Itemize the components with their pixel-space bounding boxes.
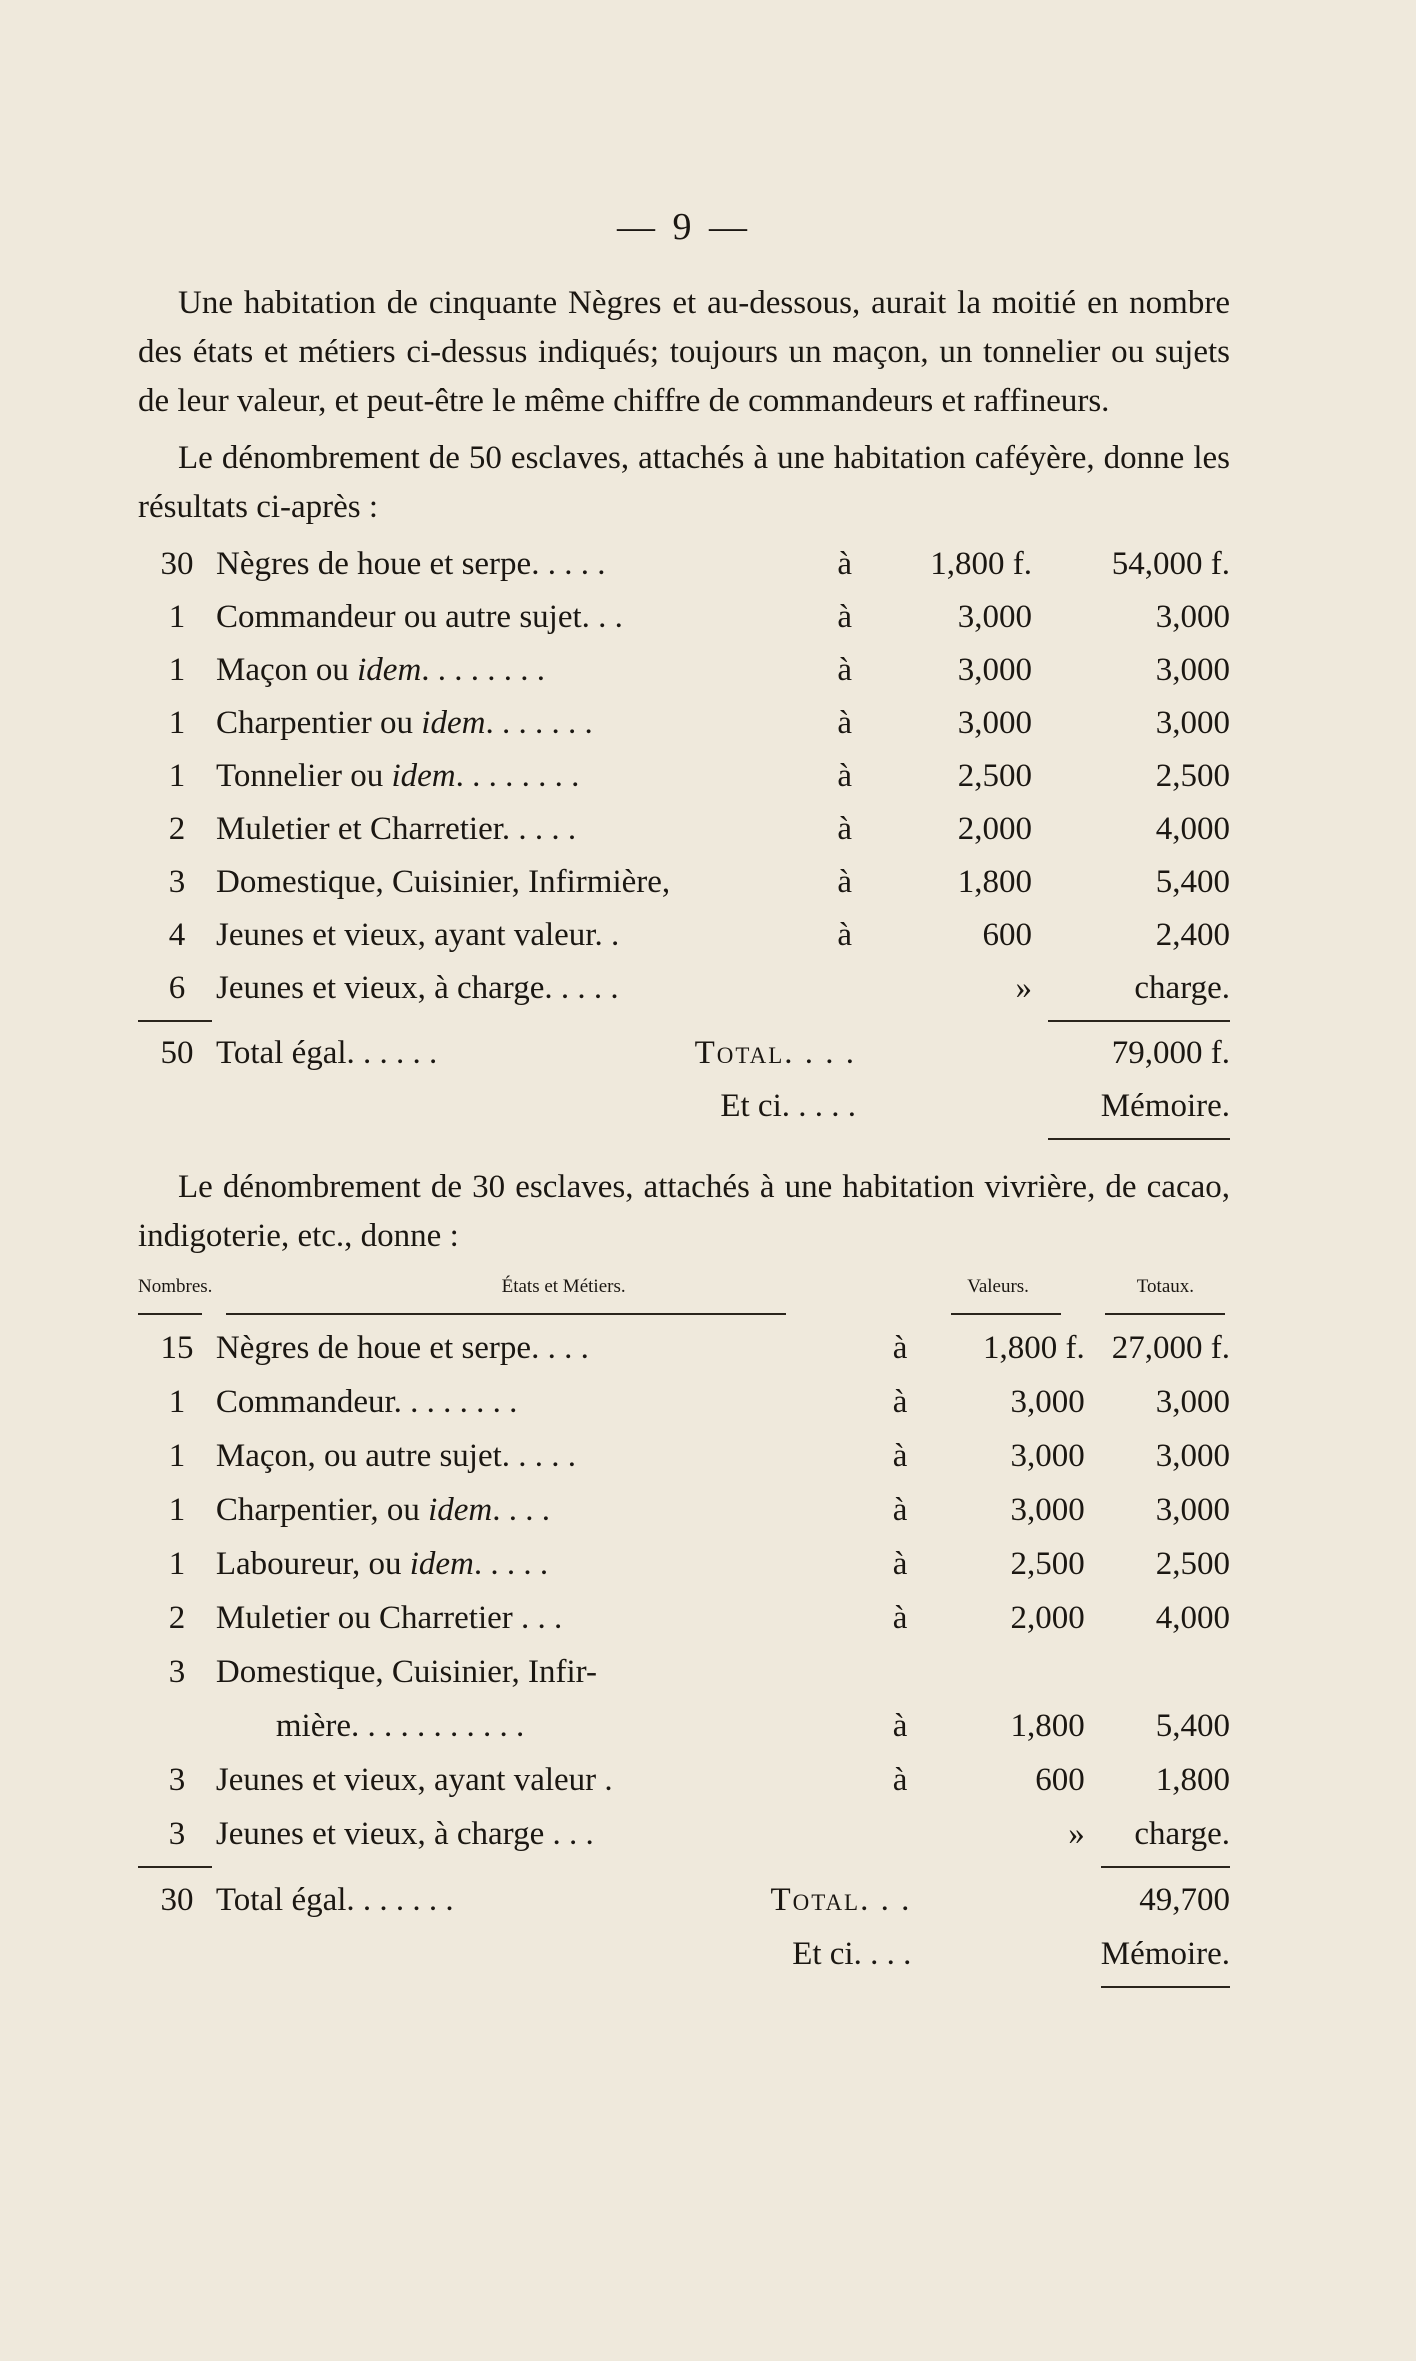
row-label-dots: . . . . . . . . <box>455 758 580 794</box>
row-count: 4 <box>168 917 186 953</box>
row-total-value: 3,000 <box>1155 599 1230 635</box>
total-empty <box>911 1873 1100 1927</box>
header-num: Nombres. <box>138 1276 213 1297</box>
row-total-value: 2,500 <box>1155 1545 1230 1582</box>
row-unit-value: 3,000 <box>1010 1383 1085 1420</box>
row-label <box>216 1807 911 1861</box>
etc-value: Mémoire. <box>1100 1935 1230 1972</box>
header-label: États et Métiers. <box>501 1276 626 1297</box>
row-label-text: Commandeur ou autre sujet. . . <box>216 599 623 635</box>
row-label <box>216 697 856 750</box>
row-unit-value: 1,800 <box>1010 1707 1085 1744</box>
row-unit-value: 1,800 f. <box>930 546 1032 582</box>
row-count: 2 <box>168 811 186 847</box>
table-row <box>138 856 1230 909</box>
row-label-text: Maçon ou <box>216 652 358 688</box>
row-label-dots: . . . . <box>492 1491 550 1528</box>
row-unit-value: 3,000 <box>1010 1437 1085 1474</box>
total-row <box>138 1873 1230 1927</box>
etc-label <box>216 1080 856 1133</box>
row-unit-value <box>911 1645 1100 1699</box>
row-at: à <box>892 1437 908 1474</box>
row-at: à <box>892 1329 908 1366</box>
row-total-value: 4,000 <box>1155 1599 1230 1636</box>
table-row <box>138 1483 1230 1537</box>
etc-empty2 <box>911 1927 1100 1981</box>
total-value: 49,700 <box>1139 1881 1230 1918</box>
row-label <box>216 1321 911 1375</box>
row-label-dots: . . . . . <box>473 1545 549 1582</box>
row-label-text: Jeunes et vieux, à charge . . . <box>215 1815 594 1852</box>
row-at: à <box>892 1491 908 1528</box>
row-at: à <box>837 546 852 582</box>
row-at: à <box>837 811 852 847</box>
row-count: 3 <box>168 1653 186 1690</box>
row-at: à <box>892 1383 908 1420</box>
row-label <box>216 1375 911 1429</box>
total-label-text: Total égal. . . . . . . <box>215 1881 454 1918</box>
row-label <box>216 1591 911 1645</box>
row-total-value: 3,000 <box>1155 1491 1230 1528</box>
row-count: 30 <box>160 546 194 582</box>
table-row <box>138 1537 1230 1591</box>
row-label-text: Laboureur, ou <box>215 1545 410 1582</box>
row-label <box>216 750 856 803</box>
row-count: 3 <box>168 864 186 900</box>
row-count: 1 <box>168 1437 186 1474</box>
row-total-value: 3,000 <box>1155 705 1230 741</box>
table-row <box>138 962 1230 1015</box>
header-price: Valeurs. <box>967 1276 1029 1297</box>
row-count: 1 <box>168 758 186 794</box>
row-at: à <box>892 1707 908 1744</box>
row-label-dots: . . . . . . . <box>485 705 593 741</box>
row-label <box>216 1753 911 1807</box>
row-unit-value: 3,000 <box>957 599 1032 635</box>
row-label-text: Muletier et Charretier. . . . . <box>216 811 577 847</box>
row-total-value: 27,000 f. <box>1111 1329 1230 1366</box>
table-row <box>138 1375 1230 1429</box>
etc-word: Et ci. . . . <box>792 1935 912 1972</box>
total-row <box>138 1027 1230 1080</box>
total-empty <box>856 1027 1048 1080</box>
memoire-rule <box>138 1981 1230 1993</box>
etc-empty <box>138 1927 216 1981</box>
row-unit-value: 600 <box>1035 1761 1085 1798</box>
row-label <box>216 538 856 591</box>
etc-empty <box>138 1080 216 1133</box>
row-total-value: 3,000 <box>1155 1383 1230 1420</box>
table1-caption: Le dénombrement de 50 esclaves, attachés à une habitation caféyère, donne les résultats ci-après : <box>138 440 1230 525</box>
row-count <box>138 1699 216 1753</box>
row-unit-value: 1,800 f. <box>983 1329 1085 1366</box>
row-total-value <box>1101 1645 1230 1699</box>
row-count: 1 <box>168 1383 186 1420</box>
row-total-value: 3,000 <box>1155 1437 1230 1474</box>
row-unit-value: 3,000 <box>1010 1491 1085 1528</box>
row-count: 6 <box>168 970 186 1006</box>
row-count: 1 <box>168 652 186 688</box>
row-unit-value: 1,800 <box>957 864 1032 900</box>
table-row <box>138 1321 1230 1375</box>
row-unit-value: » <box>1068 1815 1085 1852</box>
row-count: 15 <box>160 1329 194 1366</box>
row-unit-value: » <box>1015 970 1032 1006</box>
table-row <box>138 1591 1230 1645</box>
row-label-text: Charpentier, ou <box>215 1491 429 1528</box>
row-total-value: 3,000 <box>1155 652 1230 688</box>
total-count: 30 <box>160 1881 194 1918</box>
row-total-value: 4,000 <box>1155 811 1230 847</box>
row-label-text: Jeunes et vieux, ayant valeur. . <box>216 917 620 953</box>
row-label <box>216 591 856 644</box>
row-unit-value: 2,500 <box>957 758 1032 794</box>
row-at: à <box>892 1599 908 1636</box>
total-rules <box>138 1015 1230 1027</box>
row-at: à <box>837 652 852 688</box>
table-row <box>138 750 1230 803</box>
row-unit-value: 2,000 <box>957 811 1032 847</box>
row-total-value: 54,000 f. <box>1111 546 1230 582</box>
row-at: à <box>892 1761 908 1798</box>
table-row <box>138 644 1230 697</box>
table2-vivriere <box>138 1267 1230 1993</box>
row-at: à <box>892 1545 908 1582</box>
row-label-dots: . . . . . . . . <box>421 652 546 688</box>
row-label-text: Nègres de houe et serpe. . . . . <box>216 546 606 582</box>
row-label <box>216 803 856 856</box>
table-row <box>138 1699 1230 1753</box>
table1-cafeyere <box>138 538 1230 1145</box>
total-label <box>216 1873 911 1927</box>
row-label-italic: idem <box>409 1545 474 1582</box>
row-count: 1 <box>168 599 186 635</box>
row-label-text: Tonnelier ou <box>216 758 392 794</box>
table2-caption: Le dénombrement de 30 esclaves, attachés à une habitation vivrière, de cacao, indigoterie, etc., donne : <box>138 1169 1230 1254</box>
etc-row <box>138 1080 1230 1133</box>
table-row <box>138 803 1230 856</box>
header-rules <box>138 1307 1230 1321</box>
row-at: à <box>837 917 852 953</box>
row-label-text: mière. . . . . . . . . . . <box>275 1707 525 1744</box>
etc-row <box>138 1927 1230 1981</box>
row-total-value: 5,400 <box>1155 864 1230 900</box>
row-count: 3 <box>168 1761 186 1798</box>
row-label <box>216 1645 911 1699</box>
table-row <box>138 591 1230 644</box>
row-unit-value: 3,000 <box>957 705 1032 741</box>
total-label <box>216 1027 856 1080</box>
row-label <box>216 909 856 962</box>
total-rules <box>138 1861 1230 1873</box>
row-label <box>216 856 856 909</box>
etc-label <box>216 1927 911 1981</box>
row-unit-value: 2,000 <box>1010 1599 1085 1636</box>
table-row <box>138 538 1230 591</box>
row-label-text: Jeunes et vieux, ayant valeur . <box>215 1761 613 1798</box>
etc-empty2 <box>856 1080 1048 1133</box>
etc-word: Et ci. . . . . <box>720 1088 856 1124</box>
row-label-text: Muletier ou Charretier . . . <box>215 1599 563 1636</box>
total-label-text: Total égal. . . . . . <box>216 1035 438 1071</box>
row-total-value: charge. <box>1134 970 1230 1006</box>
row-label-text: Commandeur. . . . . . . . <box>215 1383 518 1420</box>
page-content <box>138 205 1230 1993</box>
memoire-rule <box>138 1133 1230 1145</box>
row-label-text: Jeunes et vieux, à charge. . . . . <box>216 970 619 1006</box>
row-at: à <box>837 705 852 741</box>
row-label-text: Charpentier ou <box>216 705 422 741</box>
row-label-text: Domestique, Cuisinier, Infir- <box>215 1653 597 1690</box>
etc-value: Mémoire. <box>1100 1088 1230 1124</box>
row-at: à <box>837 864 852 900</box>
table-row <box>138 1807 1230 1861</box>
row-total-value: 2,400 <box>1155 917 1230 953</box>
row-label-text: Maçon, ou autre sujet. . . . . <box>215 1437 577 1474</box>
row-label-italic: idem <box>421 705 486 741</box>
row-total-value: 5,400 <box>1155 1707 1230 1744</box>
row-label <box>216 1699 911 1753</box>
row-label-italic: idem <box>357 652 422 688</box>
table2-header-row <box>138 1267 1230 1307</box>
total-word: Total. . . <box>770 1881 912 1918</box>
row-count: 1 <box>168 1491 186 1528</box>
row-count: 1 <box>168 1545 186 1582</box>
row-label <box>216 1483 911 1537</box>
row-unit-value: 600 <box>982 917 1032 953</box>
row-unit-value: 3,000 <box>957 652 1032 688</box>
row-label-italic: idem <box>391 758 456 794</box>
row-count: 1 <box>168 705 186 741</box>
table-row <box>138 1645 1230 1699</box>
page-number: — 9 — <box>617 206 751 248</box>
row-label-italic: idem <box>428 1491 493 1528</box>
header-total: Totaux. <box>1136 1276 1195 1297</box>
row-unit-value: 2,500 <box>1010 1545 1085 1582</box>
row-label <box>216 962 856 1015</box>
intro-paragraph: Une habitation de cinquante Nègres et au-dessous, aurait la moitié en nombre des états et métiers ci-dessus indiqués; toujours un maçon, un tonnelier ou sujets de leur valeur, et peut-être le même chiffre de commandeurs et raffineurs. <box>138 285 1230 419</box>
row-label-text: Domestique, Cuisinier, Infirmière, <box>216 864 671 900</box>
row-total-value: 1,800 <box>1155 1761 1230 1798</box>
table-row <box>138 1429 1230 1483</box>
row-label-text: Nègres de houe et serpe. . . . <box>215 1329 589 1366</box>
row-at: à <box>837 599 852 635</box>
row-label <box>216 1537 911 1591</box>
row-at: à <box>837 758 852 794</box>
row-total-value: charge. <box>1134 1815 1230 1852</box>
total-count: 50 <box>160 1035 194 1071</box>
table-row <box>138 697 1230 750</box>
table-row <box>138 1753 1230 1807</box>
table-row <box>138 909 1230 962</box>
total-value: 79,000 f. <box>1111 1035 1230 1071</box>
row-total-value: 2,500 <box>1155 758 1230 794</box>
row-count: 2 <box>168 1599 186 1636</box>
row-label <box>216 1429 911 1483</box>
row-count: 3 <box>168 1815 186 1852</box>
total-word: Total. . . . <box>694 1035 856 1071</box>
row-label <box>216 644 856 697</box>
